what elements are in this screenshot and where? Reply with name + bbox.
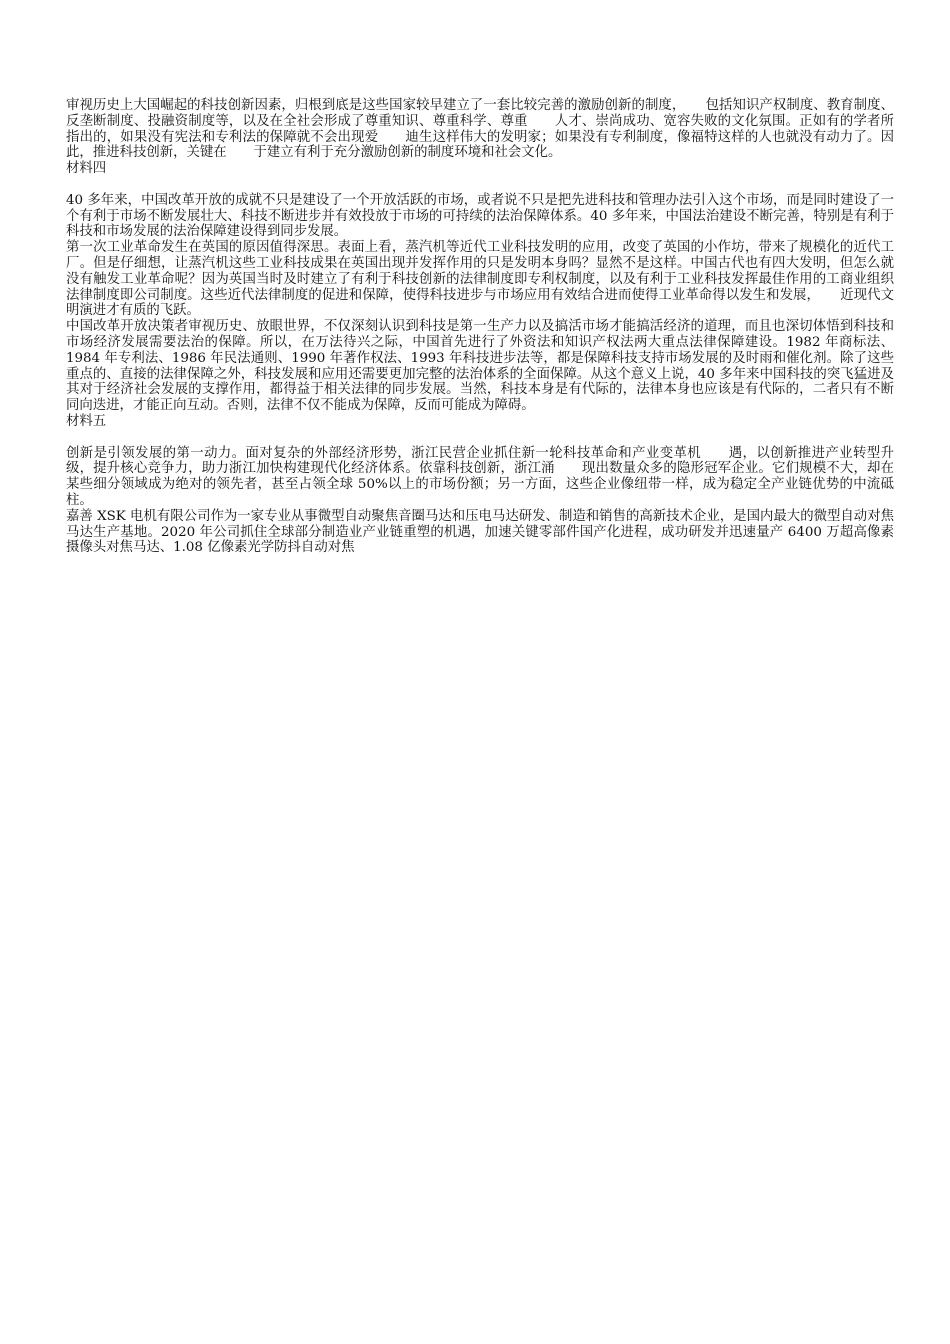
document-page [66,98,894,556]
heading-material-5: 材料五 [66,413,107,429]
blank-line [66,430,894,446]
paragraph-industrial-revolution: 第一次工业革命发生在英国的原因值得深思。表面上看，蒸汽机等近代工业科技发明的应用，改变了英国的小作坊，带来了规模化的近代工厂。但是仔细想，让蒸汽机这些工业科技成果在英国出现并发挥作用的只是发明本身吗？显然不是这样。中国古代也有四大发明，但怎么就没有触发工业革命呢？因为英国当时及时建立了有利于科技创新的法律制度即专利权制度，以及有利于工业科技发挥最佳作用的工商业组织法律制度即公司制度。这些近代法律制度的促进和保障，使得科技进步与市场应用有效结合进而使得工业革命得以发生和发展， 近现代文明演进才有质的飞跃。 [66,240,894,319]
heading-material-4: 材料四 [66,161,107,177]
paragraph-reform-rule-of-law: 40 多年来，中国改革开放的成就不只是建设了一个开放活跃的市场，或者说不只是把先进科技和管理办法引入这个市场，而是同时建设了一个有利于市场不断发展壮大、科技不断进步并有效投放于市场的可持续的法治保障体系。40 多年来，中国法治建设不断完善，特别是有利于科技和市场发展的法治保障建设得到同步发展。 [66,192,894,240]
paragraph-legal-guarantees: 中国改革开放决策者审视历史、放眼世界，不仅深刻认识到科技是第一生产力以及搞活市场才能搞活经济的道理，而且也深切体悟到科技和市场经济发展需要法治的保障。所以，在万法待兴之际，中国首先进行了外资法和知识产权法两大重点法律保障建设。1982 年商标法、1984 年专利法、1986 年民法通则、1990 年著作权法、1993 年科技进步法等，都是保障科技支持市场发展的及时雨和催化剂。除了这些重点的、直接的法律保障之外，科技发展和应用还需要更加完整的法治体系的全面保障。从这个意义上说，40 多年来中国科技的突飞猛进及其对于经济社会发展的支撑作用，都得益于相关法律的同步发展。当然，科技本身是有代际的，法律本身也应该是有代际的，二者只有不断同向迭进，才能正向互动。否则，法律不仅不能成为保障，反而可能成为障碍。 [66,319,894,414]
paragraph-xsk-company: 嘉善 XSK 电机有限公司作为一家专业从事微型自动聚焦音圈马达和压电马达研发、制造和销售的高新技术企业，是国内最大的微型自动对焦马达生产基地。2020 年公司抓住全球部分制造业产业链重塑的机遇，加速关键零部件国产化进程，成功研发并迅速量产 6400 万超高像素摄像头对焦马达、1.08 亿像素光学防抖自动对焦 [66,508,894,556]
paragraph-innovation-institutions: 审视历史上大国崛起的科技创新因素，归根到底是这些国家较早建立了一套比较完善的激励创新的制度， 包括知识产权制度、教育制度、反垄断制度、投融资制度等，以及在全社会形成了尊重知识、尊重科学、尊重 人才、崇尚成功、宽容失败的文化氛围。正如有的学者所指出的，如果没有宪法和专利法的保障就不会出现爱 迪生这样伟大的发明家；如果没有专利制度，像福特这样的人也就没有动力了。因此，推进科技创新，关键在 于建立有利于充分激励创新的制度环境和社会文化。 [66,98,894,161]
blank-line [66,177,894,193]
paragraph-zhejiang-innovation: 创新是引领发展的第一动力。面对复杂的外部经济形势，浙江民营企业抓住新一轮科技革命和产业变革机 遇，以创新推进产业转型升级，提升核心竞争力，助力浙江加快构建现代化经济体系。依靠科技创新，浙江涌 现出数量众多的隐形冠军企业。它们规模不大，却在某些细分领域成为绝对的领先者，甚至占领全球 50%以上的市场份额；另一方面，这些企业像纽带一样，成为稳定全产业链优势的中流砥柱。 [66,445,894,508]
